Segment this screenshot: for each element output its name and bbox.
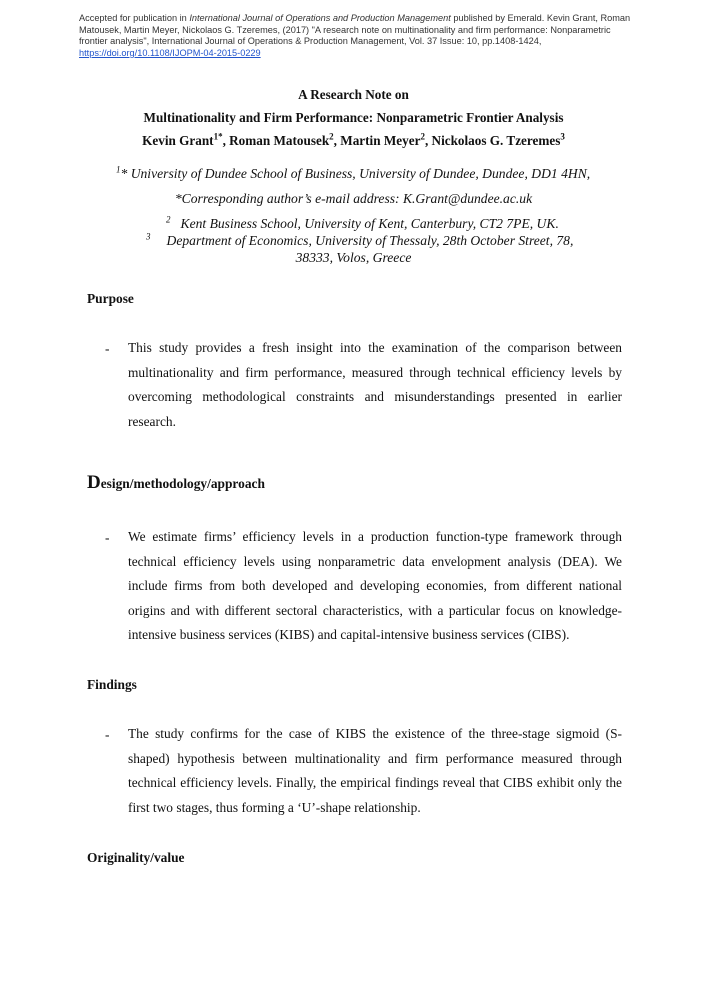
affiliation-3-line-2: 38333, Volos, Greece [295, 250, 412, 265]
section-heading-originality: Originality/value [87, 850, 185, 865]
title-line-1: A Research Note on [298, 87, 409, 102]
bullet-dash: - [105, 727, 110, 742]
citation-text: Kevin Grant, Roman Matousek, Martin Meyer, Nickolaos G. Tzeremes, (2017) "A research note on multinationality and firm performance: Nonparametric frontier analysis", International Journal of Operations & Production Management, Vol. 37 Issue: 10, pp.1408-1424, [79, 13, 631, 47]
section-heading-purpose: Purpose [87, 291, 134, 306]
notice-prefix: Accepted for publication in [79, 13, 190, 23]
affiliation-3: $^3$ Department of Economics, University of Thessaly, 28th October Street, 78, [146, 231, 574, 248]
corresponding-email: *Corresponding author’s e-mail address: K.Grant@dundee.ac.uk [174, 191, 533, 206]
affiliation-2: $^2$ Kent Business School, University of Kent, Canterbury, CT2 7PE, UK. [166, 214, 559, 231]
affiliation-mark: 2 [166, 214, 171, 225]
affiliation-mark: 1 [116, 164, 121, 175]
bullet-dash: - [105, 530, 110, 545]
affiliation-1: $^1$* University of Dundee School of Business, University of Dundee, Dundee, DD1 4HN, [116, 164, 591, 181]
journal-name: International Journal of Operations and Production Management [189, 13, 451, 23]
author: Roman Matousek$^2$, [229, 131, 341, 148]
section-heading-findings: Findings [87, 677, 137, 692]
doi-link[interactable]: https://doi.org/10.1108/IJOPM-04-2015-0229 [79, 47, 261, 58]
notice-suffix: published by Emerald. [450, 13, 545, 23]
bullet-dash: - [105, 341, 110, 356]
findings-text: The study confirms for the case of KIBS the existence of the three-stage sigmoid (S-shaped) hypothesis between multinationality and firm performance measured through technical efficiency levels. Finally, the empirical findings reveal that CIBS exhibit only the first two stages, thus forming a ‘U’-shape relationship. [128, 726, 622, 815]
purpose-text: This study provides a fresh insight into the examination of the comparison between multinationality and firm performance, measured through technical efficiency levels by overcoming methodological constraints and misunderstandings presented in earlier research. [128, 340, 622, 429]
author: Kevin Grant$^{1*}$, [142, 131, 230, 148]
author-list [0, 133, 707, 149]
author: Martin Meyer$^2$, [340, 131, 432, 148]
section-heading-design: Design/methodology/approach [87, 472, 265, 493]
design-text: We estimate firms’ efficiency levels in a production function-type framework through technical efficiency levels using nonparametric data envelopment analysis (DEA). We include firms from both developed and developing economies, from different national origins and with different sectoral characteristics, with a particular focus on knowledge-intensive business services (KIBS) and capital-intensive business services (CIBS). [128, 529, 622, 642]
publication-notice [79, 13, 639, 59]
affiliation-mark: 3 [146, 231, 151, 242]
paper-title: Multinationality and Firm Performance: Nonparametric Frontier Analysis [143, 110, 564, 125]
author: Nickolaos G. Tzeremes$^3$ [431, 131, 565, 148]
